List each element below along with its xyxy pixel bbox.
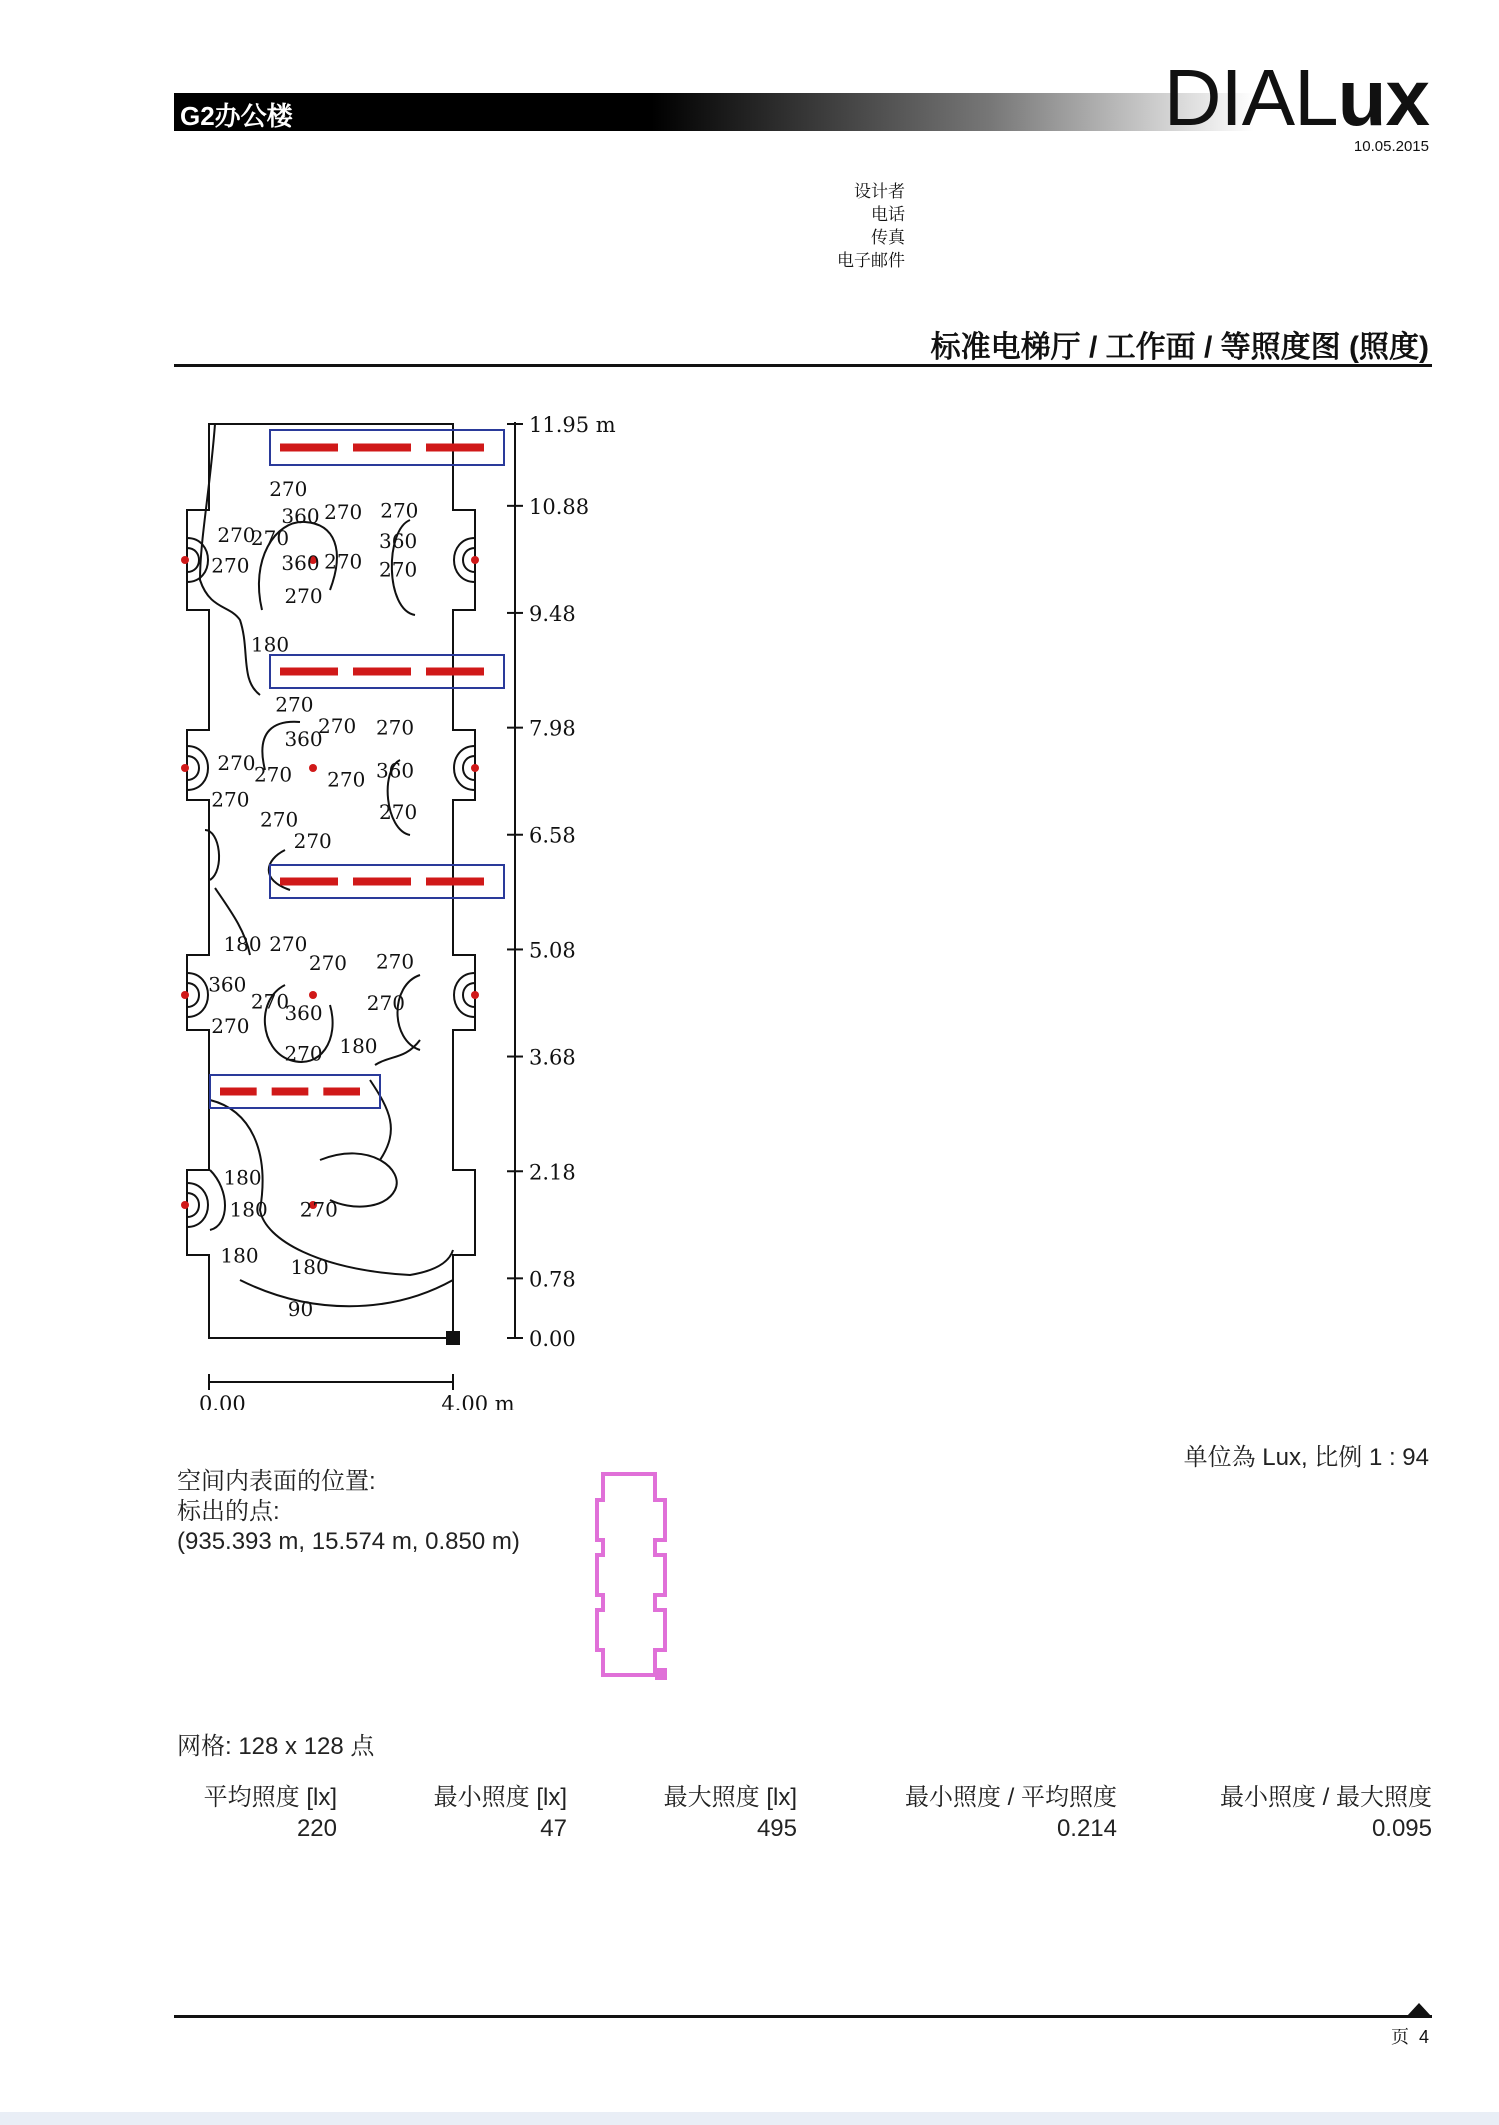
contour-label-11: 270 (379, 557, 418, 582)
contour-label-36: 270 (284, 1041, 323, 1066)
contour-label-41: 180 (290, 1254, 329, 1279)
contour-label-12: 270 (284, 584, 323, 609)
contour-label-15: 360 (284, 727, 323, 752)
origin-marker (446, 1331, 460, 1345)
contour-label-29: 270 (375, 949, 415, 974)
marked-point-coords: (935.393 m, 15.574 m, 0.850 m) (177, 1528, 520, 1555)
linear-luminaire-1-1 (280, 444, 338, 452)
y-tick-label-9: 0.78 (529, 1267, 576, 1292)
stat-avg-label: 平均照度 [lx] (203, 1784, 337, 1811)
stat-min-avg-label: 最小照度 / 平均照度 (904, 1784, 1117, 1811)
project-name: G2办公楼 (180, 101, 293, 131)
minimap-outline (597, 1474, 665, 1675)
contour-label-31: 270 (250, 989, 290, 1014)
linear-luminaire-3-3 (426, 878, 484, 886)
contour-label-18: 270 (217, 750, 256, 775)
contour-line-6 (205, 830, 219, 880)
scale-text: 单位為 Lux, 比例 1 : 94 (1183, 1444, 1429, 1471)
contour-label-38: 180 (229, 1197, 268, 1222)
contour-label-24: 270 (379, 799, 418, 824)
stat-max (637, 1782, 797, 1844)
contour-label-3: 270 (324, 499, 363, 524)
contour-label-14: 270 (275, 692, 314, 717)
downlight-4 (181, 764, 189, 772)
minimap-marker (655, 1668, 667, 1680)
contour-label-28: 270 (308, 951, 348, 976)
linear-luminaire-4-1 (220, 1088, 257, 1096)
y-tick-label-3: 9.48 (529, 601, 576, 626)
downlight-10 (181, 1201, 189, 1209)
location-minimap (595, 1470, 675, 1690)
designer-label: 设计者 (854, 182, 905, 201)
contour-line-11 (375, 1040, 420, 1065)
report-date: 10.05.2015 (1353, 138, 1429, 155)
x-tick-label-2: 4.00 m (441, 1392, 515, 1410)
linear-luminaire-1-3 (426, 444, 484, 452)
title-divider (174, 364, 1432, 367)
contour-label-16: 270 (318, 714, 357, 739)
page-number: 页 4 (1390, 2027, 1429, 2047)
contour-label-10: 270 (324, 549, 363, 574)
contour-label-7: 360 (379, 529, 418, 554)
marked-point-label: 标出的点: (177, 1498, 280, 1525)
contour-label-25: 270 (293, 828, 332, 853)
contour-label-33: 270 (366, 990, 405, 1015)
contour-label-42: 90 (287, 1296, 314, 1321)
y-tick-label-5: 6.58 (529, 823, 576, 848)
linear-luminaire-3-1 (280, 878, 338, 886)
bottom-strip (0, 2112, 1499, 2125)
contour-label-35: 180 (339, 1033, 378, 1058)
downlight-3 (471, 556, 479, 564)
linear-luminaire-3-2 (353, 878, 411, 886)
stat-max-value: 495 (756, 1815, 797, 1842)
stat-max-label: 最大照度 [lx] (663, 1784, 797, 1811)
contour-loop-1 (187, 538, 208, 582)
linear-luminaire-2-2 (353, 668, 411, 676)
contour-label-4: 270 (380, 498, 419, 523)
grid-info: 网格: 128 x 128 点 (177, 1733, 375, 1760)
email-label: 电子邮件 (837, 251, 905, 270)
contour-label-17: 270 (375, 715, 415, 740)
contour-label-2: 360 (281, 503, 320, 528)
fax-label: 传真 (871, 228, 905, 247)
contour-label-37: 180 (223, 1165, 262, 1190)
footer-triangle (1407, 2003, 1431, 2016)
x-tick-label-1: 0.00 (199, 1392, 246, 1410)
stat-min-value: 47 (540, 1815, 567, 1842)
y-tick-label-10: 0.00 (529, 1327, 576, 1351)
contour-label-39: 270 (299, 1197, 338, 1222)
contour-loop-4 (187, 1183, 208, 1227)
contour-loop-2 (187, 746, 208, 790)
contour-label-19: 270 (253, 762, 293, 787)
contour-label-8: 270 (211, 553, 250, 578)
contour-label-1: 270 (269, 477, 308, 502)
downlight-7 (181, 991, 189, 999)
stat-min-max-label: 最小照度 / 最大照度 (1219, 1784, 1432, 1811)
isolux-plot (170, 410, 650, 1410)
contour-label-20: 270 (327, 767, 366, 792)
stat-min-max (1182, 1782, 1432, 1844)
stat-min-avg (867, 1782, 1117, 1844)
linear-luminaire-1-2 (353, 444, 411, 452)
stat-avg (177, 1782, 337, 1844)
contour-label-9: 360 (281, 551, 320, 576)
stat-avg-value: 220 (296, 1815, 337, 1842)
stat-min-label: 最小照度 [lx] (433, 1784, 567, 1811)
downlight-9 (471, 991, 479, 999)
contour-label-5: 270 (217, 522, 256, 547)
statistics-table (177, 1782, 1432, 1852)
contour-label-34: 270 (211, 1013, 250, 1038)
linear-luminaire-2-1 (280, 668, 338, 676)
stat-min-max-value: 0.095 (1371, 1815, 1432, 1842)
phone-label: 电话 (871, 205, 905, 224)
contour-label-40: 180 (220, 1243, 259, 1268)
position-block (177, 1467, 520, 1557)
linear-luminaire-4-3 (323, 1088, 360, 1096)
contour-label-30: 360 (208, 972, 247, 997)
stat-min-avg-value: 0.214 (1056, 1815, 1117, 1842)
footer-divider (174, 2015, 1432, 2018)
linear-luminaire-4-2 (272, 1088, 309, 1096)
y-tick-label-4: 7.98 (529, 716, 576, 741)
contour-label-6: 270 (250, 525, 290, 550)
contour-label-27: 270 (269, 932, 308, 957)
y-tick-label-8: 2.18 (529, 1160, 576, 1185)
dialux-logo: DIALux (1163, 53, 1429, 142)
y-tick-label-7: 3.68 (529, 1045, 576, 1070)
downlight-1 (181, 556, 189, 564)
contour-loop-3 (187, 973, 208, 1017)
stat-min (407, 1782, 567, 1844)
y-tick-label-6: 5.08 (529, 938, 576, 963)
contour-label-26: 180 (223, 932, 262, 957)
surface-position-label: 空间内表面的位置: (177, 1468, 376, 1495)
downlight-8 (309, 991, 317, 999)
downlight-6 (471, 764, 479, 772)
downlight-5 (309, 764, 317, 772)
contact-block (837, 180, 905, 272)
y-tick-label-2: 10.88 (529, 494, 590, 519)
contour-label-22: 270 (211, 787, 250, 812)
contour-label-32: 360 (284, 1000, 323, 1025)
contour-label-21: 360 (375, 758, 415, 783)
contour-label-23: 270 (260, 807, 299, 832)
contour-label-13: 180 (250, 632, 290, 657)
y-tick-label-1: 11.95 m (529, 413, 616, 437)
section-title: 标准电梯厅 / 工作面 / 等照度图 (照度) (930, 331, 1429, 364)
linear-luminaire-2-3 (426, 668, 484, 676)
contour-line-16 (240, 1280, 453, 1306)
